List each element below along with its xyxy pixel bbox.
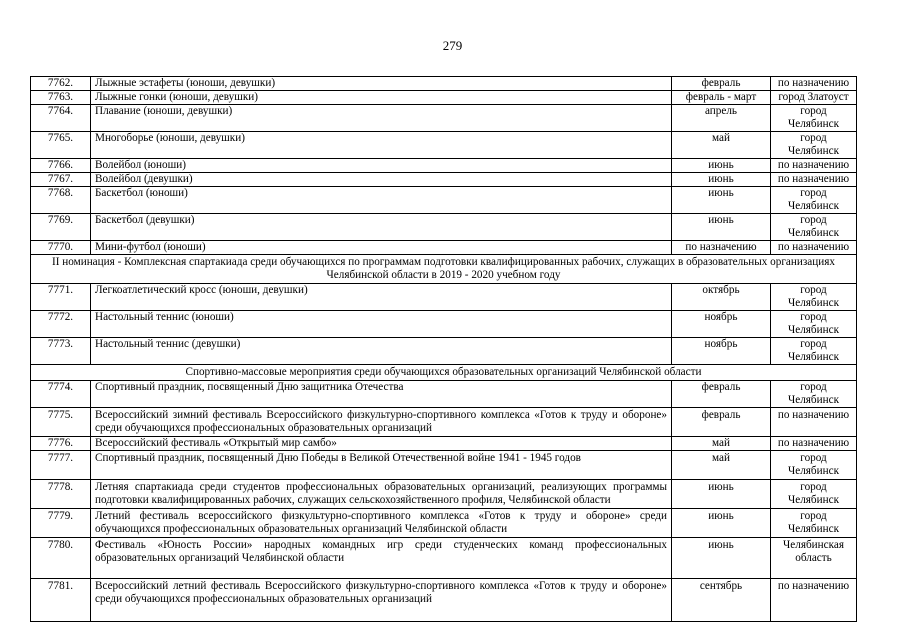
events-table-body xyxy=(31,77,857,622)
event-name: Фестиваль «Юность России» народных командных игр среди студенческих команд профессиональных образовательных организаций Челябинской области xyxy=(91,538,672,579)
section-title: II номинация - Комплексная спартакиада среди обучающихся по программам подготовки квалифицированных рабочих, служащих в образовательных организациях Челябинской области в 2019 - 2020 учебном году xyxy=(31,255,857,284)
event-place: Челябинская область xyxy=(771,538,857,579)
event-date: май xyxy=(672,132,771,159)
event-number: 7767. xyxy=(31,173,91,187)
event-place: город Челябинск xyxy=(771,311,857,338)
event-name: Волейбол (юноши) xyxy=(91,159,672,173)
event-row xyxy=(31,91,857,105)
section-header-row xyxy=(31,255,857,284)
event-number: 7771. xyxy=(31,284,91,311)
event-number: 7768. xyxy=(31,187,91,214)
event-number: 7779. xyxy=(31,509,91,538)
event-date: июнь xyxy=(672,538,771,579)
event-number: 7766. xyxy=(31,159,91,173)
event-name: Легкоатлетический кросс (юноши, девушки) xyxy=(91,284,672,311)
events-table xyxy=(30,76,857,622)
event-name: Настольный теннис (девушки) xyxy=(91,338,672,365)
event-row xyxy=(31,408,857,437)
event-row xyxy=(31,311,857,338)
event-date: сентябрь xyxy=(672,579,771,622)
event-name: Баскетбол (девушки) xyxy=(91,214,672,241)
event-date: февраль xyxy=(672,381,771,408)
event-date: май xyxy=(672,437,771,451)
event-name: Всероссийский зимний фестиваль Всероссийского физкультурно-спортивного комплекса «Готов к труду и обороне» среди обучающихся профессиональных образовательных организаций xyxy=(91,408,672,437)
event-number: 7764. xyxy=(31,105,91,132)
event-row xyxy=(31,538,857,579)
event-name: Летняя спартакиада среди студентов профессиональных образовательных организаций, реализующих программы подготовки квалифицированных рабочих, служащих сельскохозяйственного профиля, Челябинской области xyxy=(91,480,672,509)
section-header-row xyxy=(31,365,857,381)
event-row xyxy=(31,451,857,480)
event-place: по назначению xyxy=(771,77,857,91)
event-place: город Челябинск xyxy=(771,338,857,365)
event-row xyxy=(31,284,857,311)
event-date: июнь xyxy=(672,187,771,214)
event-date: апрель xyxy=(672,105,771,132)
event-number: 7777. xyxy=(31,451,91,480)
event-number: 7776. xyxy=(31,437,91,451)
event-name: Лыжные гонки (юноши, девушки) xyxy=(91,91,672,105)
event-row xyxy=(31,579,857,622)
event-place: город Челябинск xyxy=(771,509,857,538)
event-date: май xyxy=(672,451,771,480)
event-date: июнь xyxy=(672,509,771,538)
event-place: по назначению xyxy=(771,173,857,187)
event-number: 7780. xyxy=(31,538,91,579)
event-name: Лыжные эстафеты (юноши, девушки) xyxy=(91,77,672,91)
event-place: город Челябинск xyxy=(771,214,857,241)
event-place: город Челябинск xyxy=(771,480,857,509)
event-place: город Челябинск xyxy=(771,132,857,159)
event-number: 7770. xyxy=(31,241,91,255)
event-name: Летний фестиваль всероссийского физкультурно-спортивного комплекса «Готов к труду и обороне» среди обучающихся профессиональных образовательных организаций Челябинской области xyxy=(91,509,672,538)
event-date: июнь xyxy=(672,480,771,509)
event-name: Волейбол (девушки) xyxy=(91,173,672,187)
event-row xyxy=(31,132,857,159)
event-number: 7769. xyxy=(31,214,91,241)
event-row xyxy=(31,77,857,91)
event-row xyxy=(31,214,857,241)
section-title: Спортивно-массовые мероприятия среди обучающихся образовательных организаций Челябинской области xyxy=(31,365,857,381)
event-number: 7774. xyxy=(31,381,91,408)
event-place: город Златоуст xyxy=(771,91,857,105)
event-name: Баскетбол (юноши) xyxy=(91,187,672,214)
event-place: город Челябинск xyxy=(771,451,857,480)
event-place: по назначению xyxy=(771,579,857,622)
event-date: июнь xyxy=(672,173,771,187)
event-name: Многоборье (юноши, девушки) xyxy=(91,132,672,159)
event-date: июнь xyxy=(672,159,771,173)
event-row xyxy=(31,241,857,255)
event-name: Всероссийский фестиваль «Открытый мир самбо» xyxy=(91,437,672,451)
event-name: Спортивный праздник, посвященный Дню защитника Отечества xyxy=(91,381,672,408)
event-number: 7763. xyxy=(31,91,91,105)
event-row xyxy=(31,173,857,187)
event-date: февраль - март xyxy=(672,91,771,105)
event-row xyxy=(31,480,857,509)
event-date: по назначению xyxy=(672,241,771,255)
event-name: Плавание (юноши, девушки) xyxy=(91,105,672,132)
event-row xyxy=(31,437,857,451)
event-place: по назначению xyxy=(771,159,857,173)
event-name: Мини-футбол (юноши) xyxy=(91,241,672,255)
event-place: город Челябинск xyxy=(771,381,857,408)
event-number: 7781. xyxy=(31,579,91,622)
event-place: по назначению xyxy=(771,408,857,437)
event-date: ноябрь xyxy=(672,338,771,365)
event-date: июнь xyxy=(672,214,771,241)
event-place: город Челябинск xyxy=(771,105,857,132)
event-place: город Челябинск xyxy=(771,187,857,214)
event-row xyxy=(31,509,857,538)
page-number: 279 xyxy=(442,38,463,53)
event-row xyxy=(31,381,857,408)
event-row xyxy=(31,105,857,132)
event-date: октябрь xyxy=(672,284,771,311)
event-date: ноябрь xyxy=(672,311,771,338)
event-row xyxy=(31,187,857,214)
event-number: 7772. xyxy=(31,311,91,338)
event-number: 7762. xyxy=(31,77,91,91)
event-name: Всероссийский летний фестиваль Всероссийского физкультурно-спортивного комплекса «Готов к труду и обороне» среди обучающихся профессиональных образовательных организаций xyxy=(91,579,672,622)
event-number: 7778. xyxy=(31,480,91,509)
event-number: 7765. xyxy=(31,132,91,159)
event-name: Спортивный праздник, посвященный Дню Победы в Великой Отечественной войне 1941 - 1945 годов xyxy=(91,451,672,480)
event-number: 7773. xyxy=(31,338,91,365)
event-place: по назначению xyxy=(771,437,857,451)
event-place: город Челябинск xyxy=(771,284,857,311)
event-row xyxy=(31,338,857,365)
event-place: по назначению xyxy=(771,241,857,255)
event-name: Настольный теннис (юноши) xyxy=(91,311,672,338)
event-number: 7775. xyxy=(31,408,91,437)
event-date: февраль xyxy=(672,77,771,91)
event-date: февраль xyxy=(672,408,771,437)
event-row xyxy=(31,159,857,173)
